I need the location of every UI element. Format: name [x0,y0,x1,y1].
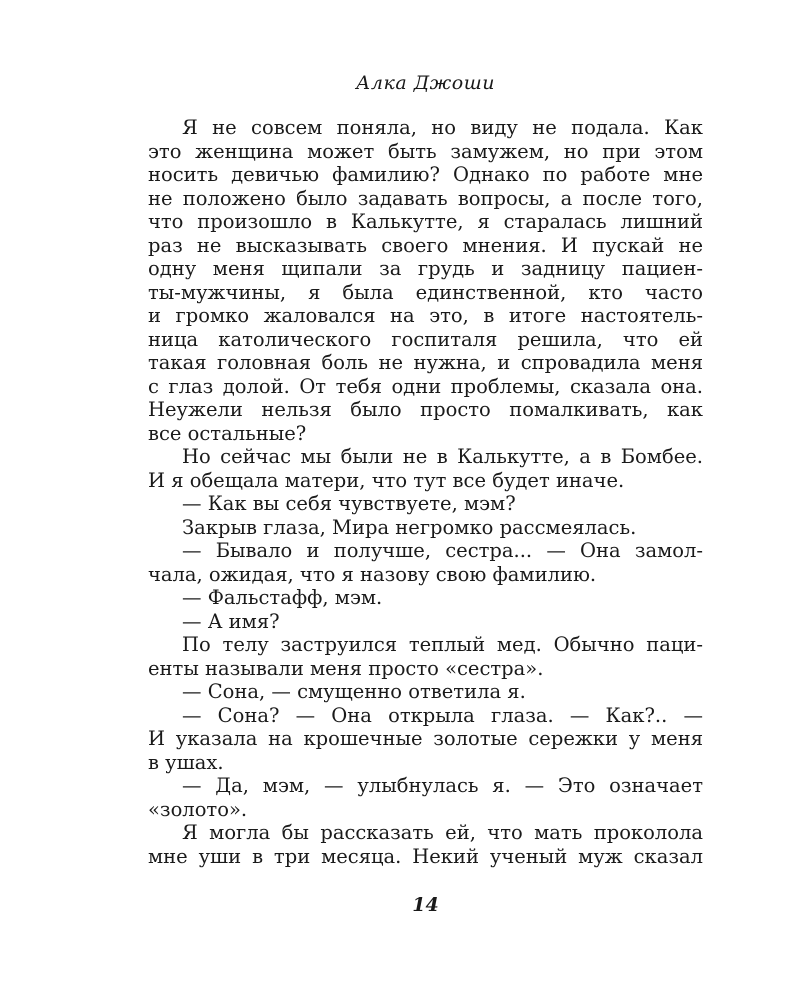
text-line: — Да, мэм, — улыбнулась я. — Это означает [182,774,703,797]
text-line: енты называли меня просто «сестра». [148,656,544,680]
text-line: ница католического госпиталя решила, что ей [148,327,703,351]
text-line: что произошло в Калькутте, я старалась лишний [148,210,703,233]
text-line: Но сейчас мы были не в Калькутте, а в Бомбее. [182,445,703,468]
text-line: одну меня щипали за грудь и задницу пациен- [148,257,703,280]
text-line: — Бывало и получше, сестра... — Она замол- [182,539,703,562]
text-line: это женщина может быть замужем, но при этом [148,139,703,163]
text-line: раз не высказывать своего мнения. И пускай не [148,233,703,257]
text-line: чала, ожидая, что я назову свою фамилию. [148,562,597,586]
text-line: ты-мужчины, я была единственной, кто часто [148,280,703,304]
text-line: все остальные? [148,421,307,445]
text-line: — Сона, — смущенно ответила я. [182,680,526,703]
book-page [148,64,703,924]
text-line: По телу заструился теплый мед. Обычно паци- [182,633,703,656]
text-line: — Сона? — Она открыла глаза. — Как?.. — [182,703,703,727]
text-line: Я не совсем поняла, но виду не подала. Как [182,116,703,139]
text-line: Неужели нельзя было просто помалкивать, как [148,398,703,421]
text-line: И указала на крошечные золотые сережки у меня [148,727,703,750]
text-line: с глаз долой. От тебя одни проблемы, сказала она. [148,374,703,398]
text-line: «золото». [148,797,248,821]
text-line: носить девичью фамилию? Однако по работе мне [148,163,703,186]
text-line: Закрыв глаза, Мира негромко рассмеялась. [182,515,637,539]
text-line: И я обещала матери, что тут все будет иначе. [148,468,625,492]
text-line: мне уши в три месяца. Некий ученый муж сказал [148,844,703,868]
text-line: не положено было задавать вопросы, а после того, [148,186,703,210]
text-line: — Как вы себя чувствуете, мэм? [182,492,516,515]
body-text [148,116,703,868]
running-head-author: Алка Джоши [356,72,495,94]
text-line: такая головная боль не нужна, и спровадила меня [148,351,703,374]
page-number: 14 [412,894,439,916]
text-line: в ушах. [148,750,224,774]
text-line: Я могла бы рассказать ей, что мать проколола [182,821,703,844]
text-line: — Фальстафф, мэм. [182,586,383,609]
text-line: и громко жаловался на это, в итоге настоятель- [148,304,703,327]
text-line: — А имя? [182,609,280,633]
